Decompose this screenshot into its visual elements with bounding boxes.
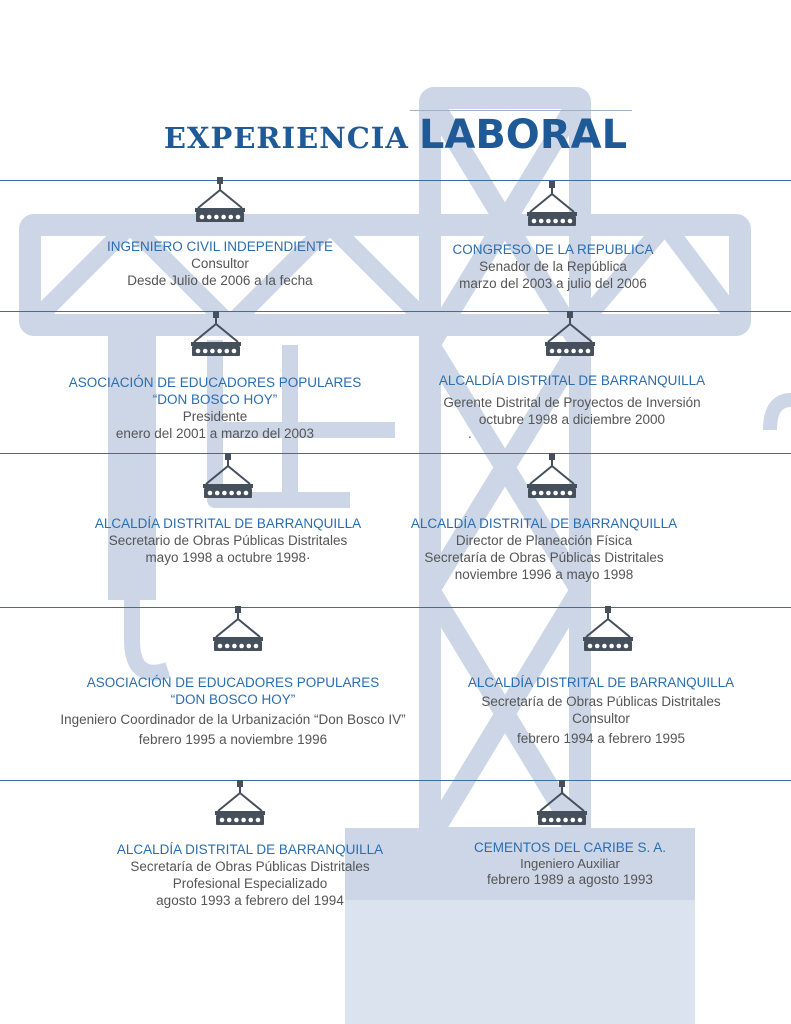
employer-name: ALCALDÍA DISTRITAL DE BARRANQUILLA (94, 516, 362, 531)
employer-name: ALCALDÍA DISTRITAL DE BARRANQUILLA (410, 516, 678, 531)
divider (0, 780, 791, 781)
crane-load-icon (186, 311, 246, 361)
job-entry (400, 839, 740, 888)
job-period: agosto 1993 a febrero del 1994 (156, 893, 344, 908)
job-detail: Senador de la República (479, 259, 627, 274)
job-detail: Consultor (191, 256, 249, 271)
job-entry (370, 241, 736, 292)
divider (0, 180, 791, 181)
crane-load-icon (208, 606, 268, 656)
employer-name: CEMENTOS DEL CARIBE S. A. (473, 840, 667, 855)
job-department: Secretaría de Obras Públicas Distritales (481, 694, 721, 709)
job-entry (360, 515, 728, 583)
job-department: Secretaría de Obras Públicas Distritales (424, 550, 664, 565)
job-department: Secretaría de Obras Públicas Distritales (130, 859, 370, 874)
title-part-2: LABORAL (418, 112, 628, 158)
job-period: noviembre 1996 a mayo 1998 (454, 567, 634, 582)
crane-load-icon (198, 453, 258, 503)
job-period: febrero 1994 a febrero 1995 (516, 731, 686, 746)
crane-load-icon (210, 780, 270, 830)
job-period: febrero 1989 a agosto 1993 (487, 872, 653, 887)
crane-load-icon (578, 606, 638, 656)
job-entry (40, 238, 400, 289)
divider (0, 453, 791, 454)
crane-load-icon (532, 780, 592, 830)
job-title: Consultor (572, 711, 630, 726)
employer-name: ASOCIACIÓN DE EDUCADORES POPULARES (68, 375, 362, 390)
employer-name-line-2: “DON BOSCO HOY” (170, 692, 296, 707)
job-period: mayo 1998 a octubre 1998· (145, 550, 311, 565)
employer-name: ALCALDÍA DISTRITAL DE BARRANQUILLA (467, 675, 735, 690)
job-entry (430, 674, 772, 747)
employer-name: ASOCIACIÓN DE EDUCADORES POPULARES (86, 675, 380, 690)
job-title: Secretario de Obras Públicas Distritales (108, 533, 348, 548)
stray-mark: . (468, 426, 472, 441)
title-part-1: EXPERIENCIA (163, 121, 409, 155)
job-period: Desde Julio de 2006 a la fecha (127, 273, 313, 288)
divider (0, 607, 791, 608)
job-entry (20, 674, 446, 748)
job-title: Ingeniero Auxiliar (520, 856, 620, 871)
job-title: Profesional Especializado (172, 876, 328, 891)
page-title (0, 112, 791, 158)
title-rule (410, 110, 632, 111)
employer-name-line-2: “DON BOSCO HOY” (152, 392, 278, 407)
crane-load-icon (522, 453, 582, 503)
employer-name: INGENIERO CIVIL INDEPENDIENTE (106, 239, 334, 254)
crane-load-icon (540, 311, 600, 361)
job-title: Gerente Distrital de Proyectos de Inversión (443, 395, 701, 410)
job-title: Presidente (182, 409, 248, 424)
job-entry (390, 372, 754, 440)
crane-load-icon (522, 181, 582, 231)
divider (0, 311, 791, 312)
job-period: marzo del 2003 a julio del 2006 (459, 276, 647, 291)
job-period: enero del 2001 a marzo del 2003 (115, 426, 315, 441)
employer-name: CONGRESO DE LA REPUBLICA (452, 242, 654, 257)
job-period: octubre 1998 a diciembre 2000 (478, 412, 666, 427)
job-title: Director de Planeación Física (455, 533, 633, 548)
employer-name: ALCALDÍA DISTRITAL DE BARRANQUILLA (438, 373, 706, 388)
job-entry (60, 841, 440, 909)
employer-name: ALCALDÍA DISTRITAL DE BARRANQUILLA (116, 842, 384, 857)
job-entry (30, 374, 400, 442)
job-period: febrero 1995 a noviembre 1996 (138, 732, 328, 747)
job-title: Ingeniero Coordinador de la Urbanización “Don Bosco IV” (60, 712, 406, 727)
crane-load-icon (190, 177, 250, 227)
